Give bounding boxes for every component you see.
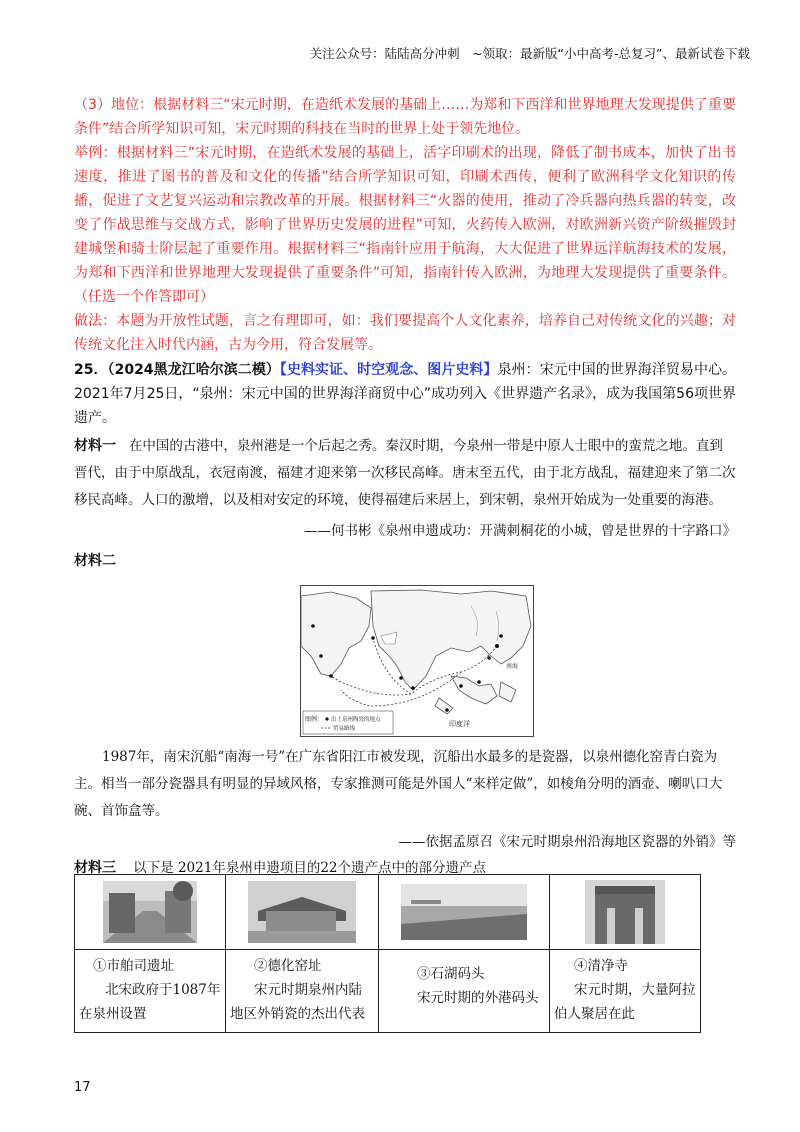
material-2-heading bbox=[74, 548, 736, 575]
site-3-desc: 宋元时期的外港码头 bbox=[417, 990, 539, 1006]
material-2-block bbox=[74, 744, 736, 882]
site-2-desc: 宋元时期泉州内陆地区外销瓷的杰出代表 bbox=[230, 982, 365, 1022]
site-3-photo bbox=[379, 875, 549, 949]
site-4-desc: 宋元时期，大量阿拉伯人聚居在此 bbox=[554, 982, 696, 1022]
site-1-cell bbox=[75, 875, 226, 950]
question-25 bbox=[74, 358, 736, 430]
site-2-photo bbox=[226, 875, 378, 949]
trade-route-map bbox=[300, 585, 534, 737]
site-4-cell bbox=[550, 875, 701, 950]
map-legend-title: 图例： bbox=[305, 716, 324, 723]
map-legend-route: 贸易路线 bbox=[333, 726, 356, 732]
material-1-text: 在中国的古港中，泉州港是一个后起之秀。秦汉时期，今泉州一带是中原人士眼中的蛮荒之地。直到晋代，由于中原战乱，衣冠南渡，福建才迎来第一次移民高峰。唐末至五代，由于北方战乱，福建迎来了第二次移民高峰。人口的激增，以及相对安定的环境，使得福建后来居上，到宋朝，泉州开始成为一处重要的海港。 bbox=[74, 438, 736, 508]
material-3-text: 以下是 2021年泉州申遗项目的22个遗产点中的部分遗产点 bbox=[133, 860, 486, 876]
material-1-source: ——何书彬《泉州申遗成功：开满刺桐花的小城，曾是世界的十字路口》 bbox=[304, 523, 736, 539]
heritage-table bbox=[74, 874, 701, 1033]
answer-method: 做法：本题为开放性试题，言之有理即可，如：我们要提高个人文化素养，培养自己对传统文化的兴趣；对传统文化注入时代内涵，古为今用，符合发展等。 bbox=[74, 313, 736, 353]
site-3-name: ③石湖码头 bbox=[417, 966, 485, 982]
site-2-name: ②德化窑址 bbox=[254, 958, 322, 974]
answer-examples: 举例：根据材料三“宋元时期，在造纸术发展的基础上，活字印刷术的出现，降低了制书成本，加快了出书速度，推进了图书的普及和文化的传播”结合所学知识可知，印刷术西传，便利了欧洲科学文化知识的传播，促进了文艺复兴运动和宗教改革的开展。根据材料三“火器的使用，推动了冷兵器向热兵器的转变，改变了作战思维与交战方式，影响了世界历史发展的进程”可知，火药传入欧洲，对欧洲新兴资产阶级摧毁封建城堡和骑士阶层起了重要作用。根据材料三“指南针应用于航海，大大促进了世界远洋航海技术的发展，为郑和下西洋和世界地理大发现提供了重要条件”可知，指南针传入欧洲，为地理大发现提供了重要条件。（任选一个作答即可） bbox=[74, 145, 736, 305]
question-number: 25．（2024黑龙江哈尔滨二模） bbox=[74, 362, 280, 378]
question-stem: 泉州：宋元中国的世界海洋贸易中心。2021年7月25日，“泉州：宋元中国的世界海洋商贸中心”成功列入《世界遗产名录》，成为我国第56项世界遗产。 bbox=[74, 362, 737, 426]
site-3-caption bbox=[379, 950, 550, 1033]
site-1-desc: 北宋政府于1087年在泉州设置 bbox=[79, 982, 221, 1022]
site-1-photo bbox=[75, 875, 225, 949]
material-1-label: 材料一 bbox=[74, 438, 116, 454]
question-tags: 【史料实证、时空观念、图片史料】 bbox=[279, 362, 498, 378]
map-graphic bbox=[301, 586, 533, 736]
site-4-photo bbox=[550, 875, 700, 949]
site-4-caption bbox=[550, 950, 701, 1033]
site-2-cell bbox=[226, 875, 379, 950]
site-3-cell bbox=[379, 875, 550, 950]
site-2-caption bbox=[226, 950, 379, 1033]
site-1-name: ①市舶司遗址 bbox=[93, 958, 174, 974]
material-2-text: 1987年，南宋沉船“南海一号”在广东省阳江市被发现，沉船出水最多的是瓷器，以泉州德化窑青白瓷为主。相当一部分瓷器具有明显的异域风格，专家推测可能是外国人“来样定做”，如棱角分明的酒壶、喇叭口大碗、首饰盒等。 bbox=[74, 749, 723, 819]
answer-status: （3）地位：根据材料三“宋元时期，在造纸术发展的基础上……为郑和下西洋和世界地理大发现提供了重要条件”结合所学知识可知，宋元时期的科技在当时的世界上处于领先地位。 bbox=[74, 97, 736, 137]
page-number: 17 bbox=[74, 1080, 91, 1095]
map-legend-dot: 出土泉州陶瓷的地点 bbox=[331, 717, 381, 723]
answer-block bbox=[74, 93, 736, 575]
map-sea-label: 南海 bbox=[506, 663, 519, 670]
material-2-label: 材料二 bbox=[74, 553, 116, 569]
page-header: 关注公众号：陆陆高分冲刺 ~领取：最新版“小中高考-总复习”、最新试卷下载 bbox=[309, 46, 750, 61]
material-2-source: ——依据孟原召《宋元时期泉州沿海地区瓷器的外销》等 bbox=[398, 834, 736, 850]
map-ocean-label: 印度洋 bbox=[449, 720, 470, 728]
material-3-label: 材料三 bbox=[74, 860, 116, 876]
site-4-name: ④清净寺 bbox=[574, 958, 628, 974]
site-1-caption bbox=[75, 950, 226, 1033]
material-1 bbox=[74, 433, 736, 514]
